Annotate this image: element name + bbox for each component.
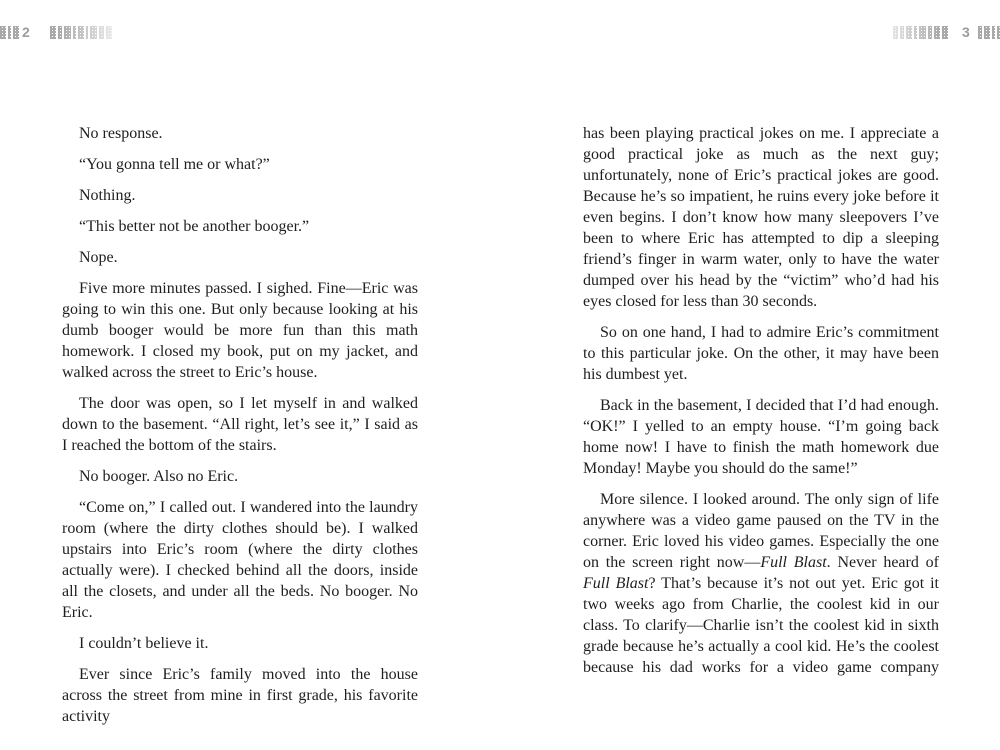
page-number-right: 3 <box>962 24 971 40</box>
pixel-glyph-ornament-right-edge <box>978 26 1000 39</box>
paragraph: “Come on,” I called out. I wandered into the laundry room (where the dirty clothes should be). I walked upstairs into Eric’s room (where the dirty clothes actually were). I checked behind all the doors, inside all the closets, and under all the beds. No booger. No Eric. <box>62 499 418 621</box>
paragraph: “This better not be another booger.” <box>79 218 310 235</box>
pixel-glyph-ornament-left-edge <box>0 26 19 39</box>
left-page-text <box>62 123 418 737</box>
paragraph: “You gonna tell me or what?” <box>79 156 270 173</box>
paragraph: No response. <box>79 125 163 142</box>
paragraph: Ever since Eric’s family moved into the house across the street from mine in first grade, his favorite activity <box>62 666 418 725</box>
paragraph: I couldn’t believe it. <box>79 635 209 652</box>
pixel-glyph-ornament-left-word <box>50 26 112 39</box>
paragraph: Nope. <box>79 249 118 266</box>
paragraph: Back in the basement, I decided that I’d had enough. “OK!” I yelled to an empty house. “I’m going back home now! I have to finish the math homework due Monday! Maybe you should do the same!” <box>583 397 939 477</box>
right-page-text <box>583 123 939 688</box>
paragraph: Five more minutes passed. I sighed. Fine—Eric was going to win this one. But only because looking at his dumb booger would be more fun than this math homework. I closed my book, put on my jacket, and walked across the street to Eric’s house. <box>62 280 418 381</box>
pixel-glyph-ornament-right-word <box>893 26 948 39</box>
paragraph: Nothing. <box>79 187 136 204</box>
paragraph: The door was open, so I let myself in and walked down to the basement. “All right, let’s see it,” I said as I reached the bottom of the stairs. <box>62 395 418 454</box>
page-number-left: 2 <box>22 24 31 40</box>
paragraph: More silence. I looked around. The only sign of life anywhere was a video game paused on the TV in the corner. Eric loved his video games. Especially the one on the screen right now—Full Blast. Never heard of Full Blast? That’s because it’s not out yet. Eric got it two weeks ago from Charlie, the coolest kid in our class. To clarify—Charlie isn’t the coolest kid in sixth grade because he’s actually a cool kid. He’s the coolest because his dad works for a video game company <box>583 491 940 676</box>
paragraph: has been playing practical jokes on me. I appreciate a good practical joke as much as the next guy; unfortunately, none of Eric’s practical jokes are good. Because he’s so impatient, he ruins every joke before it even begins. I don’t know how many sleepovers I’ve been to where Eric has attempted to dip a sleeping friend’s finger in warm water, only to have the water dumped over his head by the “victim” who’d had his eyes closed for less than 30 seconds. <box>583 125 939 310</box>
paragraph: So on one hand, I had to admire Eric’s commitment to this particular joke. On the other, it may have been his dumbest yet. <box>583 324 939 383</box>
paragraph: No booger. Also no Eric. <box>79 468 239 485</box>
